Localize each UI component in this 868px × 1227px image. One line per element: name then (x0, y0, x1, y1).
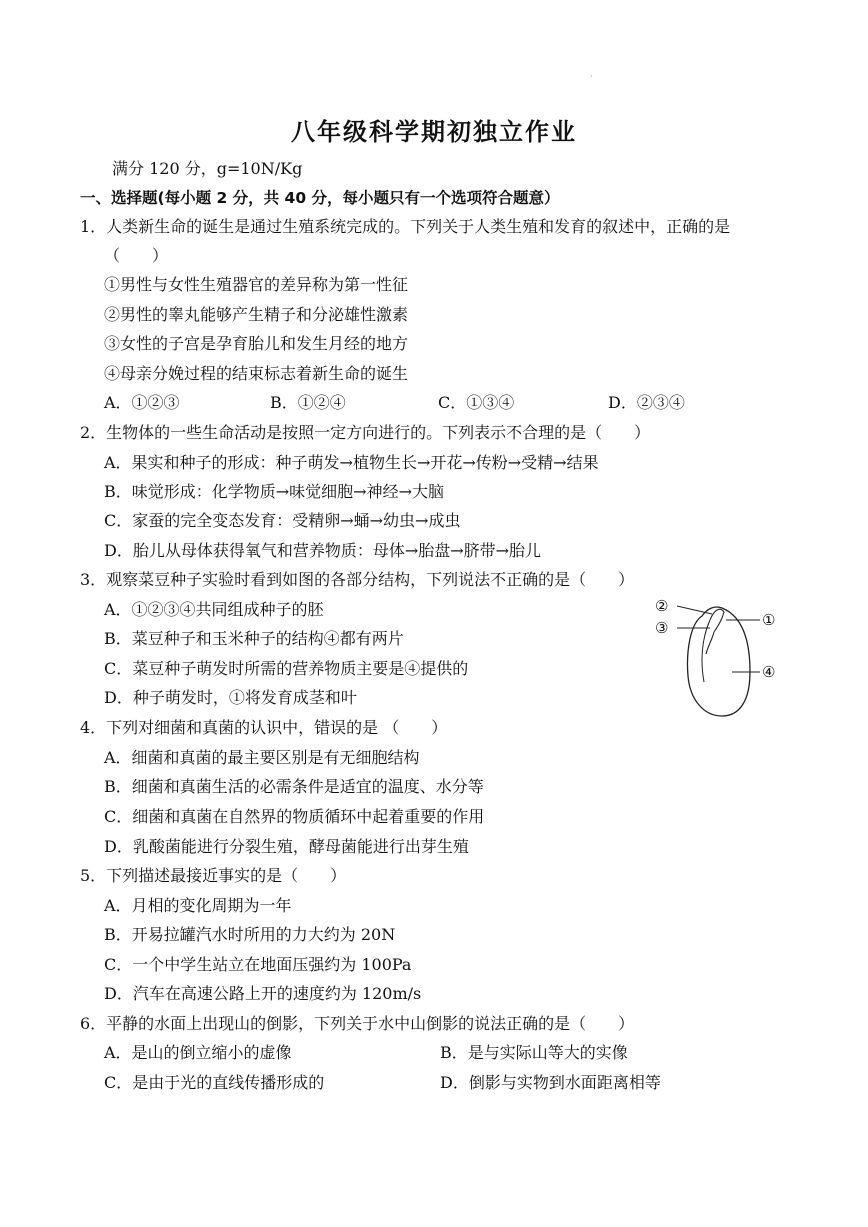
section-heading: 一、选择题(每小题 2 分，共 40 分，每小题只有一个选项符合题意） (80, 189, 560, 207)
question-3-option-b[interactable]: B．菜豆种子和玉米种子的结构④都有两片 (104, 629, 404, 648)
question-6-option-d[interactable]: D．倒影与实物到水面距离相等 (440, 1073, 661, 1092)
embryo-radicle (706, 632, 714, 654)
scan-mark: · (590, 72, 593, 81)
question-6-stem: 6．平静的水面上出现山的倒影，下列关于水中山倒影的说法正确的是（ ） (80, 1014, 635, 1033)
figure-label-3: ③ (655, 619, 669, 637)
question-5-option-a[interactable]: A．月相的变化周期为一年 (104, 896, 292, 915)
question-4-option-d[interactable]: D．乳酸菌能进行分裂生殖，酵母菌能进行出芽生殖 (104, 837, 469, 856)
question-1-statement: ①男性与女性生殖器官的差异称为第一性征 (104, 275, 409, 294)
question-1-statement: ③女性的子宫是孕育胎儿和发生月经的地方 (104, 334, 409, 353)
question-6-option-c[interactable]: C．是由于光的直线传播形成的 (104, 1073, 325, 1092)
page-title: 八年级科学期初独立作业 (291, 118, 577, 146)
question-3-stem: 3．观察菜豆种子实验时看到如图的各部分结构，下列说法不正确的是（ ） (80, 570, 635, 589)
embryo-plumule (710, 609, 724, 632)
figure-label-1: ① (762, 611, 776, 629)
question-4-stem: 4．下列对细菌和真菌的认识中，错误的是 （ ） (80, 718, 448, 737)
question-4-option-a[interactable]: A．细菌和真菌的最主要区别是有无细胞结构 (104, 748, 420, 767)
bean-seed-figure (650, 590, 790, 722)
question-5-option-c[interactable]: C．一个中学生站立在地面压强约为 100Pa (104, 955, 412, 974)
cotyledon-inner-line (702, 620, 710, 682)
question-4-option-c[interactable]: C．细菌和真菌在自然界的物质循环中起着重要的作用 (104, 807, 485, 826)
question-5-option-d[interactable]: D．汽车在高速公路上开的速度约为 120m/s (104, 984, 422, 1003)
question-1-statement: ④母亲分娩过程的结束标志着新生命的诞生 (104, 364, 409, 383)
question-1-option-d[interactable]: D．②③④ (608, 393, 685, 412)
question-6-option-b[interactable]: B．是与实际山等大的实像 (440, 1043, 628, 1062)
question-1-option-c[interactable]: C．①③④ (438, 393, 515, 412)
exam-meta: 满分 120 分，g=10N/Kg (112, 159, 303, 178)
question-3-option-d[interactable]: D．种子萌发时，①将发育成茎和叶 (104, 688, 357, 707)
question-4-option-b[interactable]: B．细菌和真菌生活的必需条件是适宜的温度、水分等 (104, 777, 484, 796)
question-2-option-b[interactable]: B．味觉形成：化学物质→味觉细胞→神经→大脑 (104, 482, 444, 501)
question-1-paren: （ ） (104, 246, 169, 265)
question-1-stem: 1．人类新生命的诞生是通过生殖系统完成的。下列关于人类生殖和发育的叙述中，正确的是 (80, 217, 731, 236)
question-3-option-a[interactable]: A．①②③④共同组成种子的胚 (104, 600, 324, 619)
question-6-option-a[interactable]: A．是山的倒立缩小的虚像 (104, 1043, 292, 1062)
question-2-option-a[interactable]: A．果实和种子的形成：种子萌发→植物生长→开花→传粉→受精→结果 (104, 453, 599, 472)
question-2-stem: 2．生物体的一些生命活动是按照一定方向进行的。下列表示不合理的是（ ） (80, 423, 651, 442)
question-3-option-c[interactable]: C．菜豆种子萌发时所需的营养物质主要是④提供的 (104, 659, 469, 678)
question-1-statement: ②男性的睾丸能够产生精子和分泌雄性激素 (104, 305, 409, 324)
question-1-option-a[interactable]: A．①②③ (104, 393, 180, 412)
figure-label-4: ④ (762, 663, 776, 681)
question-2-option-c[interactable]: C．家蚕的完全变态发育：受精卵→蛹→幼虫→成虫 (104, 511, 461, 530)
question-5-stem: 5．下列描述最接近事实的是（ ） (80, 866, 347, 885)
question-2-option-d[interactable]: D．胎儿从母体获得氧气和营养物质：母体→胎盘→脐带→胎儿 (104, 541, 542, 560)
question-1-option-b[interactable]: B．①②④ (270, 393, 346, 412)
figure-label-2: ② (655, 597, 669, 615)
question-5-option-b[interactable]: B．开易拉罐汽水时所用的力大约为 20N (104, 925, 396, 944)
